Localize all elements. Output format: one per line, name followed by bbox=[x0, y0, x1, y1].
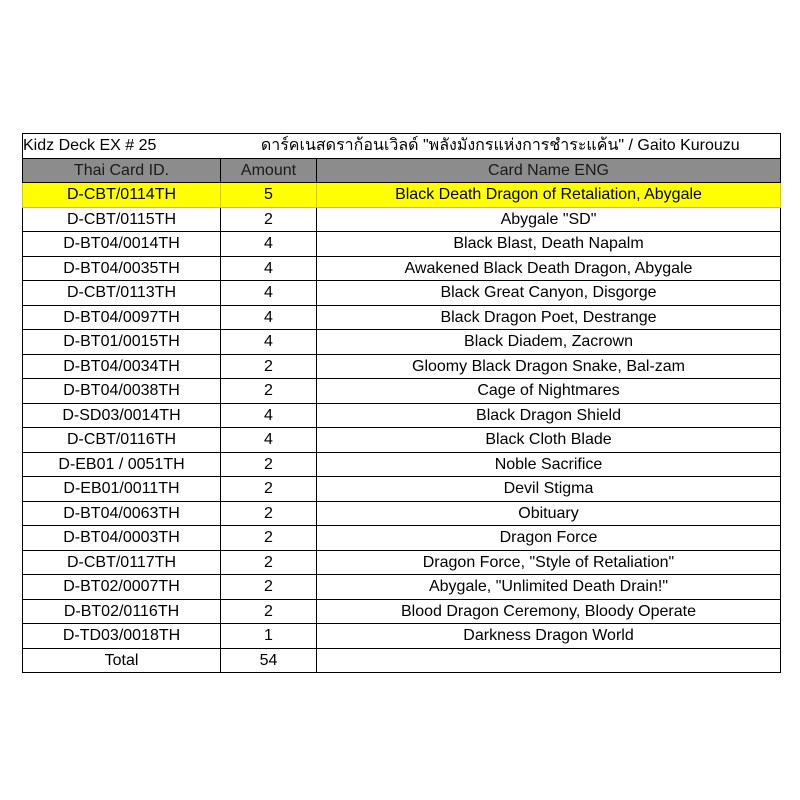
card-id-cell: D-BT02/0116TH bbox=[23, 599, 221, 624]
card-name-cell: Black Great Canyon, Disgorge bbox=[317, 281, 781, 306]
table-row bbox=[23, 403, 781, 428]
amount-cell: 2 bbox=[221, 599, 317, 624]
decklist-table bbox=[22, 133, 781, 673]
card-name-cell: Black Dragon Shield bbox=[317, 403, 781, 428]
table-row bbox=[23, 526, 781, 551]
deck-label: Kidz Deck EX # 25 bbox=[23, 134, 221, 159]
card-name-cell: Noble Sacrifice bbox=[317, 452, 781, 477]
table-row bbox=[23, 232, 781, 257]
column-header-card-id: Thai Card ID. bbox=[23, 158, 221, 183]
total-row bbox=[23, 648, 781, 673]
amount-cell: 1 bbox=[221, 624, 317, 649]
card-id-cell: D-BT04/0014TH bbox=[23, 232, 221, 257]
table-row bbox=[23, 477, 781, 502]
card-name-cell: Black Blast, Death Napalm bbox=[317, 232, 781, 257]
column-header-card-name: Card Name ENG bbox=[317, 158, 781, 183]
card-name-cell: Gloomy Black Dragon Snake, Bal-zam bbox=[317, 354, 781, 379]
table-row bbox=[23, 330, 781, 355]
total-empty-cell bbox=[317, 648, 781, 673]
card-name-cell: Dragon Force bbox=[317, 526, 781, 551]
card-name-cell: Cage of Nightmares bbox=[317, 379, 781, 404]
table-row bbox=[23, 305, 781, 330]
amount-cell: 4 bbox=[221, 305, 317, 330]
card-id-cell: D-CBT/0114TH bbox=[23, 183, 221, 208]
total-label: Total bbox=[23, 648, 221, 673]
card-id-cell: D-EB01/0011TH bbox=[23, 477, 221, 502]
card-name-cell: Obituary bbox=[317, 501, 781, 526]
amount-cell: 2 bbox=[221, 354, 317, 379]
card-id-cell: D-BT04/0063TH bbox=[23, 501, 221, 526]
table-row bbox=[23, 624, 781, 649]
amount-cell: 2 bbox=[221, 501, 317, 526]
card-name-cell: Black Cloth Blade bbox=[317, 428, 781, 453]
card-id-cell: D-CBT/0115TH bbox=[23, 207, 221, 232]
table-row bbox=[23, 550, 781, 575]
amount-cell: 5 bbox=[221, 183, 317, 208]
table-row bbox=[23, 575, 781, 600]
title-row bbox=[23, 134, 781, 159]
card-name-cell: Abygale "SD" bbox=[317, 207, 781, 232]
table-row bbox=[23, 354, 781, 379]
card-name-cell: Black Diadem, Zacrown bbox=[317, 330, 781, 355]
table-row bbox=[23, 256, 781, 281]
card-id-cell: D-CBT/0116TH bbox=[23, 428, 221, 453]
card-name-cell: Black Death Dragon of Retaliation, Abygale bbox=[317, 183, 781, 208]
table-row bbox=[23, 452, 781, 477]
amount-cell: 2 bbox=[221, 526, 317, 551]
card-id-cell: D-BT04/0034TH bbox=[23, 354, 221, 379]
card-id-cell: D-BT04/0097TH bbox=[23, 305, 221, 330]
card-name-cell: Devil Stigma bbox=[317, 477, 781, 502]
table-row bbox=[23, 183, 781, 208]
card-name-cell: Darkness Dragon World bbox=[317, 624, 781, 649]
amount-cell: 4 bbox=[221, 256, 317, 281]
card-name-cell: Abygale, "Unlimited Death Drain!" bbox=[317, 575, 781, 600]
card-id-cell: D-BT04/0038TH bbox=[23, 379, 221, 404]
amount-cell: 4 bbox=[221, 281, 317, 306]
amount-cell: 2 bbox=[221, 575, 317, 600]
amount-cell: 2 bbox=[221, 477, 317, 502]
amount-cell: 4 bbox=[221, 232, 317, 257]
card-id-cell: D-EB01 / 0051TH bbox=[23, 452, 221, 477]
column-header-amount: Amount bbox=[221, 158, 317, 183]
amount-cell: 4 bbox=[221, 428, 317, 453]
table-row bbox=[23, 207, 781, 232]
amount-cell: 4 bbox=[221, 403, 317, 428]
card-id-cell: D-BT01/0015TH bbox=[23, 330, 221, 355]
table-row bbox=[23, 599, 781, 624]
card-name-cell: Dragon Force, "Style of Retaliation" bbox=[317, 550, 781, 575]
table-row bbox=[23, 501, 781, 526]
card-id-cell: D-BT04/0003TH bbox=[23, 526, 221, 551]
card-id-cell: D-BT04/0035TH bbox=[23, 256, 221, 281]
header-row bbox=[23, 158, 781, 183]
total-value: 54 bbox=[221, 648, 317, 673]
card-name-cell: Awakened Black Death Dragon, Abygale bbox=[317, 256, 781, 281]
card-id-cell: D-SD03/0014TH bbox=[23, 403, 221, 428]
amount-cell: 2 bbox=[221, 452, 317, 477]
card-id-cell: D-CBT/0113TH bbox=[23, 281, 221, 306]
card-id-cell: D-TD03/0018TH bbox=[23, 624, 221, 649]
table-row bbox=[23, 428, 781, 453]
amount-cell: 4 bbox=[221, 330, 317, 355]
amount-cell: 2 bbox=[221, 207, 317, 232]
amount-cell: 2 bbox=[221, 550, 317, 575]
amount-cell: 2 bbox=[221, 379, 317, 404]
table-row bbox=[23, 281, 781, 306]
card-name-cell: Black Dragon Poet, Destrange bbox=[317, 305, 781, 330]
card-name-cell: Blood Dragon Ceremony, Bloody Operate bbox=[317, 599, 781, 624]
deck-title: ดาร์คเนสดราก้อนเวิลด์ "พลังมังกรแห่งการชำระแค้น" / Gaito Kurouzu bbox=[221, 134, 781, 159]
card-id-cell: D-CBT/0117TH bbox=[23, 550, 221, 575]
card-id-cell: D-BT02/0007TH bbox=[23, 575, 221, 600]
table-row bbox=[23, 379, 781, 404]
